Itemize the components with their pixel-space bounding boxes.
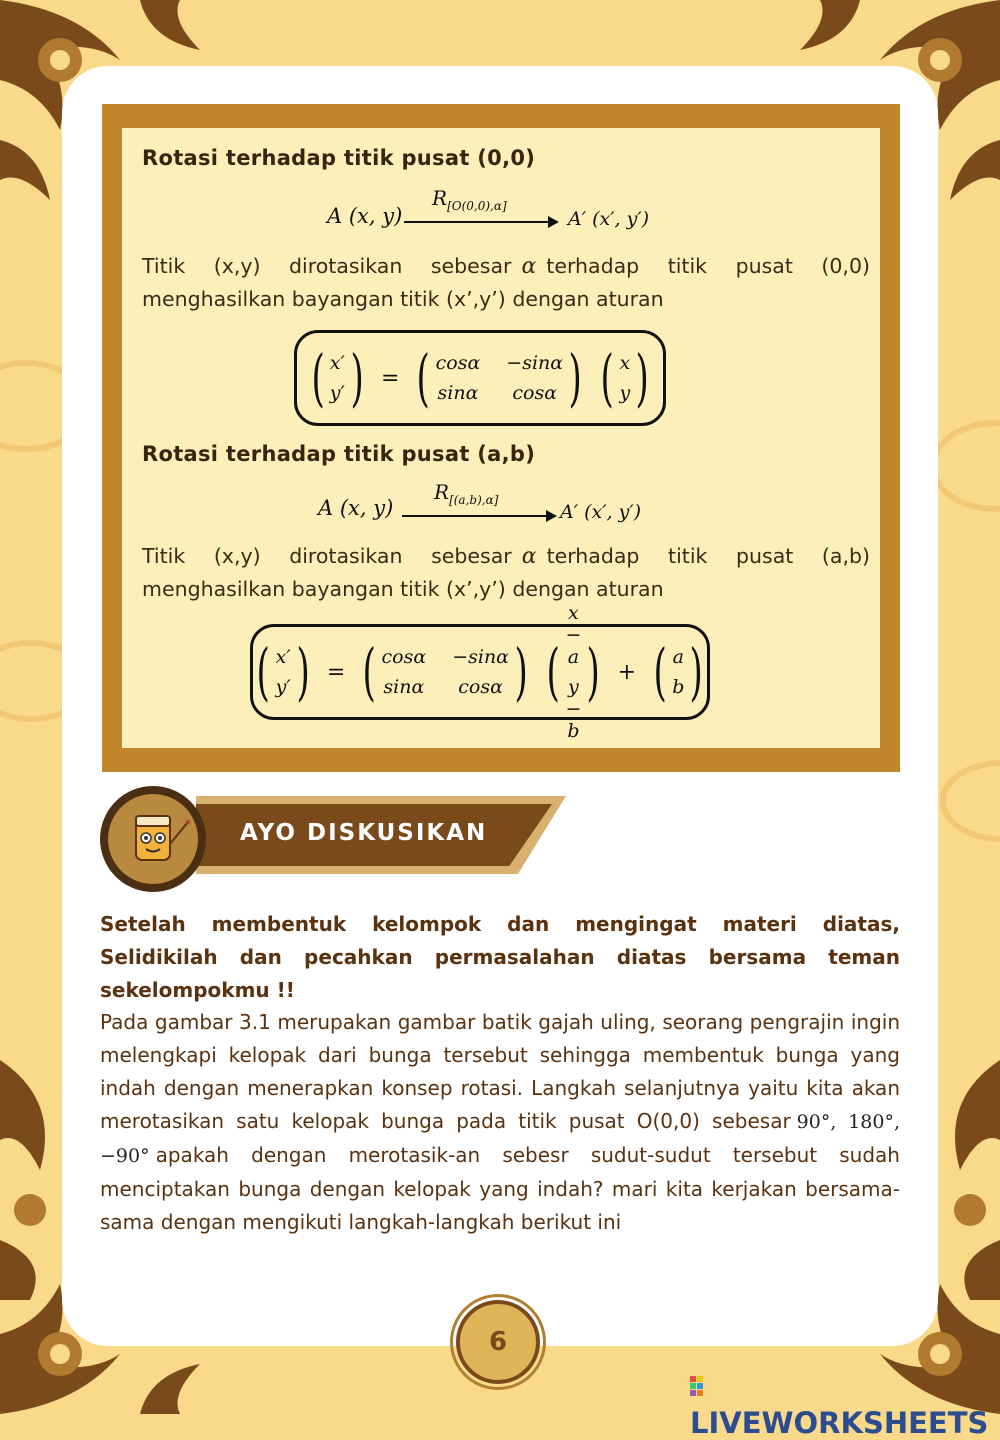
rotation-description-point: Titik (x,y) dirotasikan sebesar α terhadap titik pusat (a,b) menghasilkan bayangan titik (x’,y’) dengan aturan <box>142 544 870 601</box>
liveworksheets-watermark: LIVEWORKSHEETS <box>690 1372 1000 1440</box>
mapping-image: A′ (x′, y′) <box>568 208 650 230</box>
theory-box <box>102 104 900 772</box>
arrow-line <box>404 221 550 223</box>
liveworksheets-logo-icon <box>690 1376 710 1402</box>
mapping-image: A′ (x′, y′) <box>560 501 642 523</box>
badge-inner <box>108 794 198 884</box>
problem-description: Pada gambar 3.1 merupakan gambar batik gajah uling, seorang pengrajin ingin melengkapi kelopak dari bunga tersebut sehingga membentuk bunga yang indah dengan menerapkan konsep rotasi. Langkah selanjutnya yaitu kita akan merotasikan satu kelopak bunga pada titik pusat O(0,0) sebesar 90°, 180°, −90° apakah dengan merotasik-an sebesr sudut-sudut tersebut sudah menciptakan bunga dengan kelopak yang indah? mari kita kerjakan bersama-sama dengan mengikuti langkah-langkah berikut ini <box>100 1010 900 1234</box>
arrow-line <box>402 515 548 517</box>
page-number-badge <box>456 1300 540 1384</box>
banner-title: AYO DISKUSIKAN <box>240 820 488 846</box>
discussion-instruction: Setelah membentuk kelompok dan mengingat materi diatas, Selidikilah dan pecahkan permasalahan diatas bersama teman sekelompokmu !! <box>100 912 900 1002</box>
teacher-mascot-icon <box>108 794 198 884</box>
arrow-head-icon <box>546 510 557 522</box>
page-number: 6 <box>488 1327 508 1357</box>
mapping-operator: $R_{[(a,b),\alpha]}$ <box>434 480 499 507</box>
theory-box-inner <box>122 128 880 748</box>
mapping-source: A (x, y) <box>327 204 403 228</box>
section-heading-origin: Rotasi terhadap titik pusat (0,0) <box>142 146 536 170</box>
rotation-angles: 90°, 180°, −90° <box>100 1111 900 1167</box>
rotation-formula-point: ( x′ y′ ) = ( cosα −sinα sinα cosα ) ( x − a y − b ) + ( a b ) <box>250 624 710 720</box>
background-cloud-motif <box>940 760 1000 842</box>
rotation-description-origin: Titik (x,y) dirotasikan sebesar α terhadap titik pusat (0,0) menghasilkan bayangan titik (x’,y’) dengan aturan <box>142 254 870 311</box>
section-heading-point: Rotasi terhadap titik pusat (a,b) <box>142 442 536 466</box>
rotation-formula-origin: ( x′ y′ ) = ( cosα −sinα sinα cosα ) ( x y ) <box>294 330 666 426</box>
mapping-operator: $R_{[O(0,0),\alpha]}$ <box>432 186 507 213</box>
badge-ring <box>100 786 206 892</box>
mapping-source: A (x, y) <box>318 496 394 520</box>
background-cloud-motif <box>930 420 1000 512</box>
ayo-diskusikan-banner <box>100 786 560 894</box>
arrow-head-icon <box>548 216 559 228</box>
